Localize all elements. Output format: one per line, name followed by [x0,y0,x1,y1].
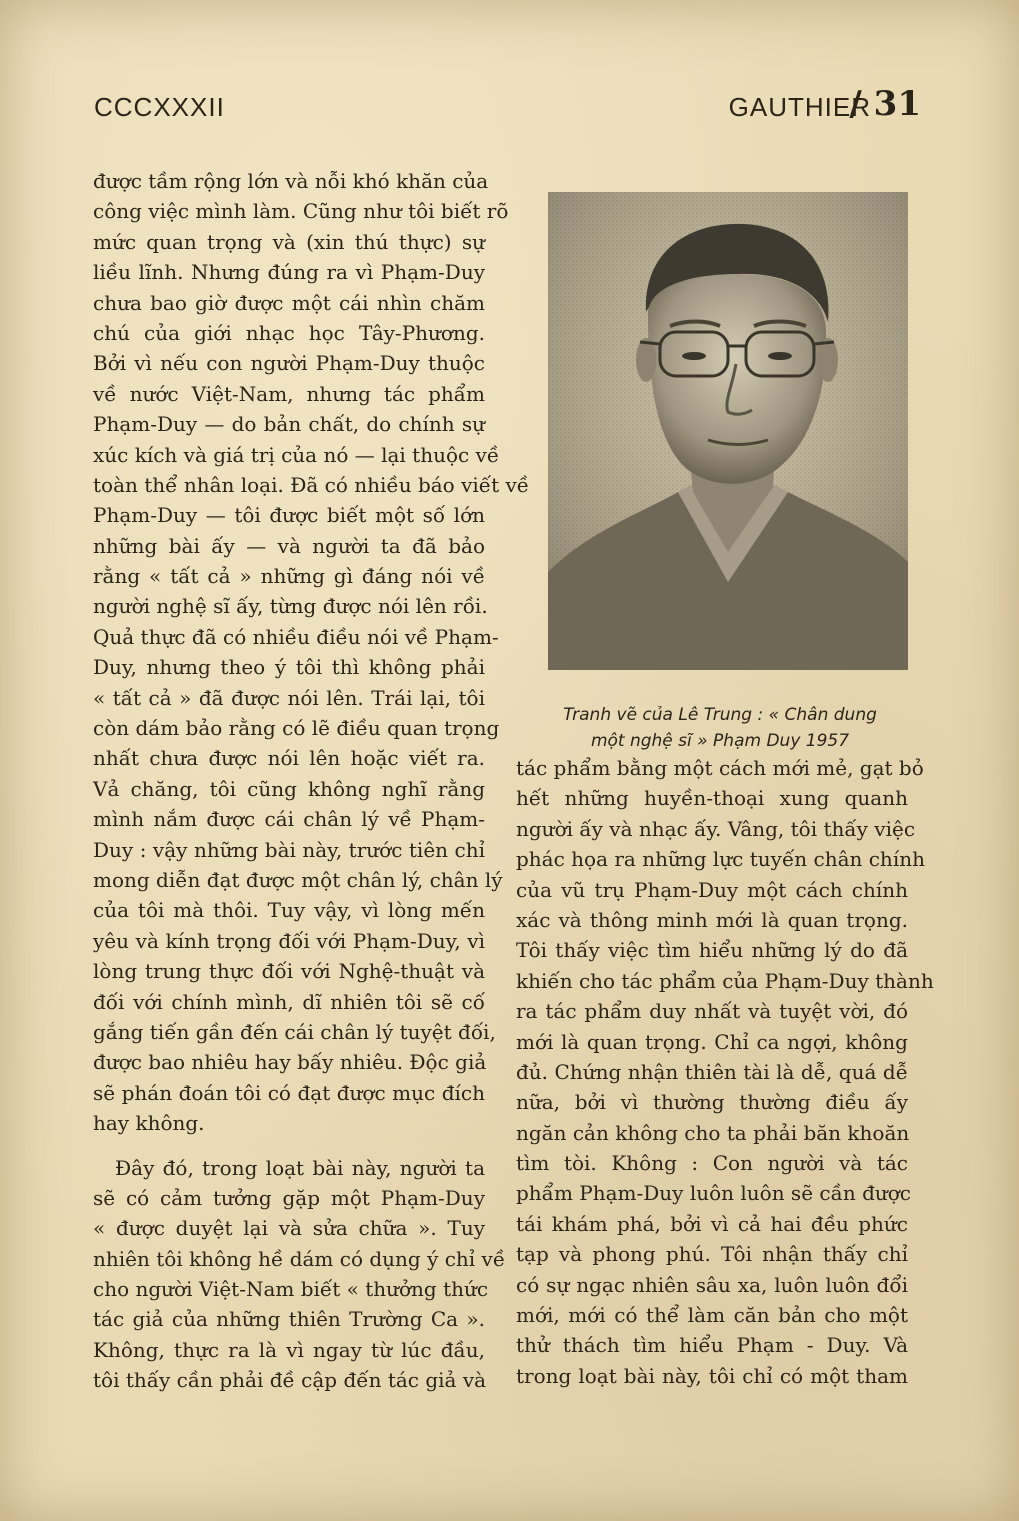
page-number-roman: CCCXXXII [94,92,225,122]
text-line: chú của giới nhạc học Tây-Phương. [93,320,485,345]
text-line: được bao nhiêu hay bấy nhiêu. Độc giả [93,1050,487,1075]
text-line: sẽ phán đoán tôi có đạt được mục đích [93,1080,485,1105]
caption-line: một nghệ sĩ » Phạm Duy 1957 [590,731,850,751]
text-line: tác giả của những thiên Trường Ca ». [93,1307,485,1332]
text-line: trong loạt bài này, tôi chỉ có một tham [516,1363,908,1388]
handwritten-page-mark: / 31 [849,84,921,124]
text-line: Đây đó, trong loạt bài này, người ta [115,1155,485,1180]
text-line: mức quan trọng và (xin thú thực) sự [93,229,485,254]
text-line: tái khám phá, bởi vì cả hai đều phức [516,1211,908,1236]
text-line: được tầm rộng lớn và nỗi khó khăn của [93,169,489,193]
figure-caption [520,702,920,754]
text-line: « được duyệt lại và sửa chữa ». Tuy [93,1216,485,1241]
text-line: của tôi mà thôi. Tuy vậy, vì lòng mến [93,898,485,923]
text-line: còn dám bảo rằng có lẽ điều quan trọng [93,716,500,741]
text-line: Phạm-Duy — do bản chất, do chính sự [93,412,485,437]
text-line: gắng tiến gần đến cái chân lý tuyệt đối, [93,1019,496,1044]
text-line: mong diễn đạt được một chân lý, chân lý [93,867,503,892]
running-header-author: GAUTHIER [728,92,871,122]
text-line: xúc kích và giá trị của nó — lại thuộc về [93,442,500,467]
text-line: xác và thông minh mới là quan trọng. [516,907,908,932]
text-line: nữa, bởi vì thường thường điều ấy [516,1090,908,1115]
text-line: tác phẩm bằng một cách mới mẻ, gạt bỏ [516,756,924,780]
caption-line: Tranh vẽ của Lê Trung : « Chân dung [563,705,877,725]
text-line: đối với chính mình, dĩ nhiên tôi sẽ cố [93,989,485,1014]
text-line: phẩm Phạm-Duy luôn luôn sẽ cần được [516,1181,912,1206]
text-line: của vũ trụ Phạm-Duy một cách chính [516,877,908,902]
text-line: Tôi thấy việc tìm hiểu những lý do đã [516,938,908,963]
text-line: nhiên tôi không hề dám có dụng ý chỉ về [93,1246,506,1271]
text-line: Quả thực đã có nhiều điều nói về Phạm- [93,624,499,649]
text-line: ngăn cản không cho ta phải băn khoăn [516,1120,910,1145]
text-line: Duy, nhưng theo ý tôi thì không phải [93,655,485,680]
text-line: về nước Việt-Nam, nhưng tác phẩm [93,381,485,406]
text-line: toàn thể nhân loại. Đã có nhiều báo viết về [93,472,530,497]
text-line: nhất chưa được nói lên hoặc viết ra. [93,746,485,771]
text-line: phác họa ra những lực tuyến chân chính [516,847,925,872]
text-line: cho người Việt-Nam biết « thưởng thức [93,1277,489,1302]
text-line: mình nắm được cái chân lý về Phạm- [93,807,485,832]
text-line: thử thách tìm hiểu Phạm - Duy. Và [516,1333,908,1358]
text-line: « tất cả » đã được nói lên. Trái lại, tôi [93,685,485,710]
text-line: hay không. [93,1111,205,1136]
right-text-column [516,753,934,1391]
text-line: công việc mình làm. Cũng như tôi biết rõ [93,199,509,224]
text-line: đủ. Chứng nhận thiên tài là dễ, quá dễ [516,1059,908,1084]
text-line: sẽ có cảm tưởng gặp một Phạm-Duy [93,1185,485,1210]
paragraph-gap [93,1139,485,1153]
text-line: khiến cho tác phẩm của Phạm-Duy thành [516,968,934,993]
text-line: tìm tòi. Không : Con người và tác [516,1151,908,1176]
text-line: có sự ngạc nhiên sâu xa, luôn luôn đổi [516,1272,908,1297]
text-line: mới là quan trọng. Chỉ ca ngợi, không [516,1029,908,1054]
text-line: tạp và phong phú. Tôi nhận thấy chỉ [516,1242,908,1267]
text-line: rằng « tất cả » những gì đáng nói về [93,564,485,589]
text-line: Không, thực ra là vì ngay từ lúc đầu, [93,1337,485,1362]
text-line: hết những huyền-thoại xung quanh [516,786,908,811]
text-line: yêu và kính trọng đối với Phạm-Duy, vì [93,928,485,953]
portrait-drawing [548,192,908,670]
text-line: người nghệ sĩ ấy, từng được nói lên rồi. [93,594,488,619]
portrait-illustration [548,192,908,670]
text-line: Vả chăng, tôi cũng không nghĩ rằng [93,776,485,801]
text-line: người ấy và nhạc ấy. Vâng, tôi thấy việc [516,816,916,841]
text-line: Duy : vậy những bài này, trước tiên chỉ [93,837,485,862]
text-line: tôi thấy cần phải đề cập đến tác giả và [93,1368,487,1393]
text-line: những bài ấy — và người ta đã bảo [93,533,485,558]
text-line: mới, mới có thể làm căn bản cho một [516,1303,908,1328]
text-line: chưa bao giờ được một cái nhìn chăm [93,290,485,315]
text-line: Phạm-Duy — tôi được biết một số lớn [93,503,485,528]
text-line: liều lĩnh. Nhưng đúng ra vì Phạm-Duy [93,260,485,285]
text-line: Bởi vì nếu con người Phạm-Duy thuộc [93,351,485,376]
left-text-column [93,166,530,1396]
text-line: lòng trung thực đối với Nghệ-thuật và [93,959,485,984]
text-line: ra tác phẩm duy nhất và tuyệt vời, đó [516,999,908,1024]
